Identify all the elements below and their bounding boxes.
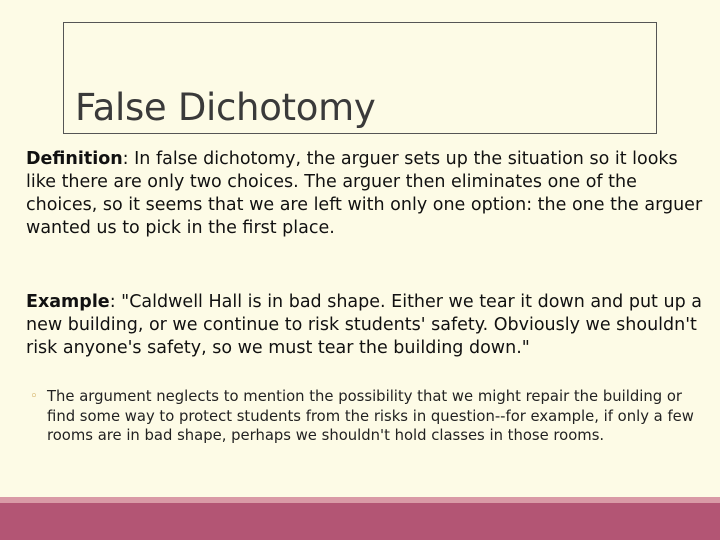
example-paragraph [26, 291, 706, 360]
title-placeholder [63, 22, 657, 134]
example-text: "Caldwell Hall is in bad shape. Either we tear it down and put up a new building, or we continue to risk students' safety. Obviously we shouldn't risk anyone's safety, so we must tear the building down." [26, 292, 702, 358]
sub-bullet-text: The argument neglects to mention the possibility that we might repair the building or find some way to protect students from the risks in question--for example, if only a few rooms are in bad shape, perhaps we shouldn't hold classes in those rooms. [47, 388, 694, 444]
definition-text: In false dichotomy, the arguer sets up the situation so it looks like there are only two choices. The arguer then eliminates one of the choices, so it seems that we are left with only one option: the one the arguer wanted us to pick in the first place. [26, 149, 703, 238]
example-colon: : [109, 292, 116, 312]
slide-title: False Dichotomy [75, 86, 376, 129]
sub-bullet-item [30, 387, 714, 446]
definition-paragraph [26, 148, 706, 240]
definition-colon: : [122, 149, 129, 169]
footer-stripe-dark [0, 503, 720, 540]
bullet-circle-icon: ◦ [30, 389, 38, 404]
example-term: Example [26, 292, 110, 312]
definition-term: Definition [26, 149, 123, 169]
